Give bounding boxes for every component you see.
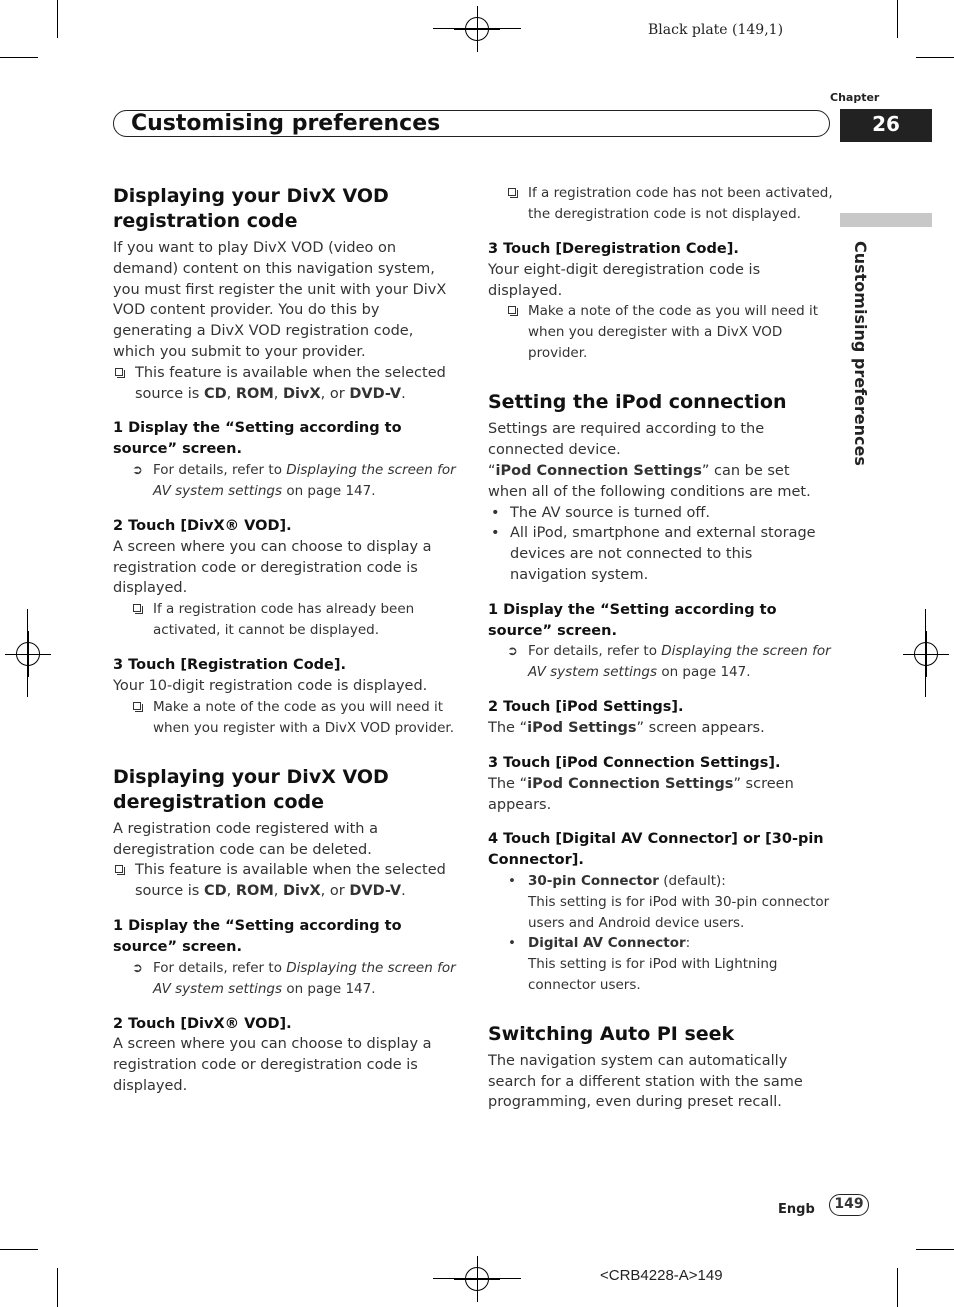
step-heading: 3 Touch [iPod Connection Settings]. xyxy=(488,754,781,771)
note: This feature is available when the selected source is CD, ROM, DivX, or DVD-V. xyxy=(113,363,458,405)
language-label: Engb xyxy=(778,1202,815,1217)
paragraph: If you want to play DivX VOD (video on demand) content on this navigation system, you must first register the unit with your DivX VOD content provider. You do this by generating a DivX VOD registration code, which you submit to your provider. xyxy=(113,240,447,360)
note-box-icon xyxy=(133,702,141,710)
paragraph: Your eight-digit deregistration code is displayed. xyxy=(488,261,761,299)
bullet-icon: • xyxy=(508,872,516,889)
left-column xyxy=(113,184,458,1097)
side-title: Customising preferences xyxy=(851,241,870,466)
reference: ➲ For details, refer to Displaying the screen for AV system settings on page 147. xyxy=(132,461,456,499)
paragraph: A screen where you can choose to display a registration code or deregistration code is displayed. xyxy=(113,1036,432,1094)
note: If a registration code has not been activated, the deregistration code is not displayed. xyxy=(488,183,833,225)
crop-mark xyxy=(57,1268,58,1307)
list-item: • Digital AV Connector: This setting is for iPod with Lightning connector users. xyxy=(508,935,778,993)
crop-mark xyxy=(925,609,926,697)
list-item: • The AV source is turned off. xyxy=(488,503,833,524)
paragraph: The “iPod Connection Settings” screen appears. xyxy=(488,775,794,813)
side-tab xyxy=(840,213,932,227)
chapter-number-badge: 26 xyxy=(840,109,932,142)
section-heading: Switching Auto PI seek xyxy=(488,1022,735,1045)
note: Make a note of the code as you will need it when you register with a DivX VOD provider. xyxy=(113,697,458,739)
crop-mark xyxy=(916,57,954,58)
paragraph: The “iPod Settings” screen appears. xyxy=(488,720,765,737)
note: Make a note of the code as you will need it when you deregister with a DivX VOD provider. xyxy=(488,301,833,364)
paragraph: Settings are required according to the connected device. xyxy=(488,421,765,459)
plate-label: Black plate (149,1) xyxy=(648,22,784,38)
registration-mark-icon xyxy=(16,642,40,666)
note: If a registration code has already been activated, it cannot be displayed. xyxy=(113,599,458,641)
step-heading: 3 Touch [Deregistration Code]. xyxy=(488,241,739,257)
note-box-icon xyxy=(115,368,123,376)
bullet-icon: • xyxy=(508,935,516,952)
crop-mark xyxy=(897,0,898,38)
step-heading: 3 Touch [Registration Code]. xyxy=(113,657,347,674)
crop-mark xyxy=(916,1249,954,1250)
step-heading: 1 Display the “Setting according to source” screen. xyxy=(113,420,402,458)
crop-mark xyxy=(433,1278,521,1279)
registration-mark-icon xyxy=(914,642,938,666)
step-heading: 4 Touch [Digital AV Connector] or [30-pin Connector]. xyxy=(488,831,824,869)
arrow-icon: ➲ xyxy=(132,960,143,976)
page-title: Customising preferences xyxy=(131,111,441,136)
note: This feature is available when the selected source is CD, ROM, DivX, or DVD-V. xyxy=(113,860,458,902)
crop-mark xyxy=(27,609,28,697)
chapter-label: Chapter xyxy=(830,91,880,104)
section-heading: Displaying your DivX VOD registration code xyxy=(113,185,389,232)
bullet-icon: • xyxy=(491,525,500,542)
section-heading: Displaying your DivX VOD deregistration code xyxy=(113,765,389,813)
step-heading: 2 Touch [DivX® VOD]. xyxy=(113,517,292,534)
crop-mark xyxy=(433,28,521,29)
step-heading: 2 Touch [DivX® VOD]. xyxy=(113,1015,292,1032)
paragraph: A screen where you can choose to display a registration code or deregistration code is displayed. xyxy=(113,538,432,597)
step-heading: 1 Display the “Setting according to source” screen. xyxy=(113,917,402,955)
step-heading: 1 Display the “Setting according to source” screen. xyxy=(488,601,777,639)
right-column xyxy=(488,183,833,1113)
reference: ➲ For details, refer to Displaying the screen for AV system settings on page 147. xyxy=(507,643,831,681)
crop-mark xyxy=(897,1268,898,1307)
arrow-icon: ➲ xyxy=(507,644,518,660)
bullet-icon: • xyxy=(491,504,500,521)
note-box-icon xyxy=(115,865,123,873)
note-box-icon xyxy=(508,188,516,196)
crop-mark xyxy=(57,0,58,38)
reference: ➲ For details, refer to Displaying the screen for AV system settings on page 147. xyxy=(132,959,456,997)
registration-mark-icon xyxy=(465,1267,489,1291)
page-number: 149 xyxy=(829,1194,869,1216)
note-box-icon xyxy=(508,306,516,314)
list-item: • All iPod, smartphone and external storage devices are not connected to this navigation system. xyxy=(491,525,816,583)
crop-mark xyxy=(0,57,38,58)
section-heading: Setting the iPod connection xyxy=(488,391,787,414)
step-heading: 2 Touch [iPod Settings]. xyxy=(488,699,684,716)
document-code: <CRB4228-A>149 xyxy=(600,1267,723,1284)
note-box-icon xyxy=(133,604,141,612)
paragraph: Your 10-digit registration code is displayed. xyxy=(113,677,428,694)
paragraph: “iPod Connection Settings” can be set when all of the following conditions are met. xyxy=(488,462,811,500)
paragraph: The navigation system can automatically search for a different station with the same programming, even during preset recall. xyxy=(488,1052,803,1111)
crop-mark xyxy=(0,1249,38,1250)
arrow-icon: ➲ xyxy=(132,462,143,478)
paragraph: A registration code registered with a deregistration code can be deleted. xyxy=(113,820,378,858)
list-item: • 30-pin Connector (default): This setting is for iPod with 30-pin connector users and Android device users. xyxy=(508,872,830,931)
registration-mark-icon xyxy=(465,17,489,41)
